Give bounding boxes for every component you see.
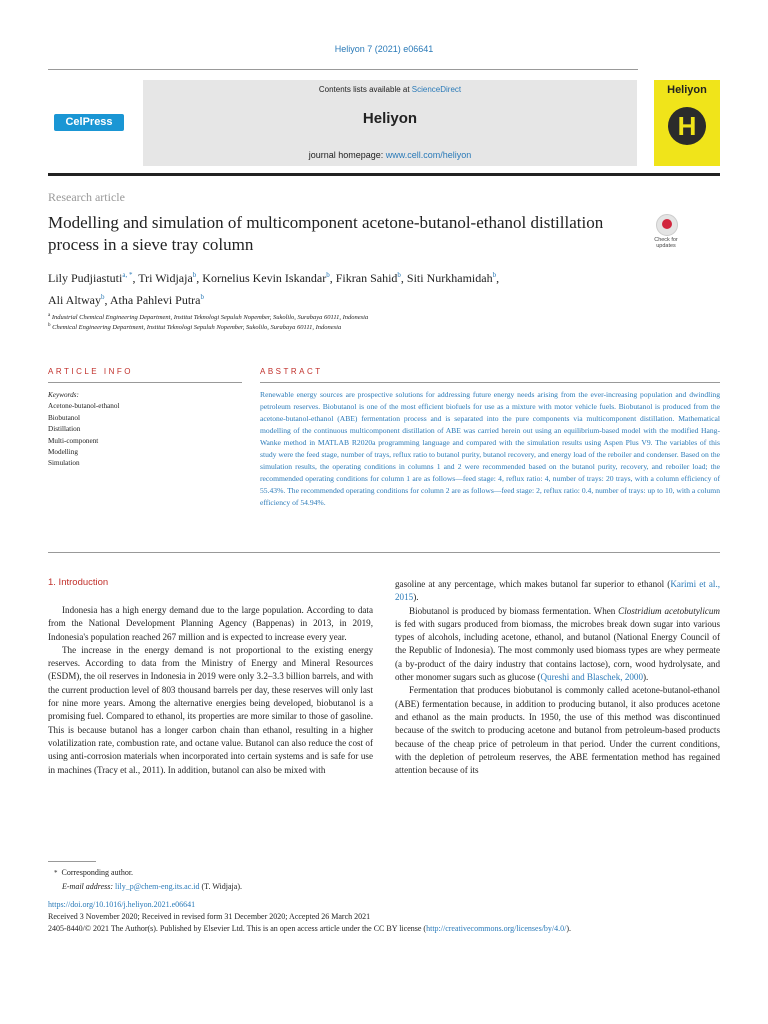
author-name: Siti Nurkhamidah	[406, 271, 493, 285]
received-dates: Received 3 November 2020; Received in revised form 31 December 2020; Accepted 26 March 2021	[48, 912, 371, 921]
author-name: Atha Pahlevi Putra	[109, 293, 201, 307]
license-link[interactable]: http://creativecommons.org/licenses/by/4.0/	[426, 924, 567, 933]
keyword: Biobutanol	[48, 413, 80, 422]
doi-link[interactable]: https://doi.org/10.1016/j.heliyon.2021.e06641	[48, 900, 196, 909]
body-column-left	[48, 604, 373, 777]
keywords-label: Keywords:	[48, 391, 79, 399]
cellpress-logo-icon: CelPress	[54, 114, 124, 131]
journal-cover[interactable]	[654, 80, 720, 166]
journal-header-box	[143, 80, 637, 166]
footnote: * Corresponding author. E-mail address: lily_p@chem-eng.its.ac.id (T. Widjaja).	[54, 868, 242, 891]
author-name: Tri Widjaja	[138, 271, 193, 285]
contents-available: Contents lists available at ScienceDirect	[318, 85, 462, 94]
author-affil-link[interactable]: b	[397, 271, 401, 279]
paragraph: The increase in the energy demand is not proportional to the existing energy reserves. According to data from the Ministry of Energy and Mineral Resources (ESDM), the oil reserves in Indonesia in 2019 were only 3.2–3.3 billion barrels, and with the current production level of 803 thousand barrels per day, these reserves will only last for nine more years. Among the alternative energies being developed, biobutanol is a promising fuel. Compared to ethanol, its properties are more similar to those of gasoline. This is because butanol has a longer carbon chain than ethanol, resulting in a higher volatilization rate, combustion rate, and octane value. Butanol can also reduce the cost of using anti-corrosion materials when incorporated into certain systems and is safe for use in machines (Tracy et al., 2011). In addition, butanol can also be mixed with	[48, 644, 373, 775]
paragraph: Fermentation that produces biobutanol is commonly called acetone-butanol-ethanol (ABE) fermentation because, in addition to producing butanol, it also produces acetone and ethanol as the main products. In 1950, the use of this method was discontinued because of the switch to producing acetone and butanol from petroleum-based products because of the cheap price of petroleum in that period. Under the current conditions, with the depletion of petroleum reserves, the ABE fermentation method has regained attention because of its	[395, 685, 720, 776]
body-column-right	[395, 578, 720, 777]
article-title: Modelling and simulation of multicomponent acetone-butanol-ethanol distillation process in a sieve tray column	[48, 213, 604, 254]
article-footer	[48, 899, 728, 935]
publisher-logo[interactable]	[48, 80, 138, 166]
header-rule	[48, 173, 720, 176]
paragraph: Indonesia has a high energy demand due to the large population. According to data from the National Development Planning Agency (Bappenas) in 2013, in 2019, Indonesia's population reached 267 million and is expected to increase every year.	[48, 605, 373, 642]
footnote-divider	[48, 861, 96, 862]
keyword: Distillation	[48, 425, 81, 434]
divider	[48, 552, 720, 553]
author-list: Lily Pudjiastuti$^{a, *}$, Tri Widjaja$^b$, Kornelius Kevin Iskandar$^b$, Fikran Sahid$^b$, Siti Nurkhamidah$^b$, Ali Altway$^b$, Atha Pahlevi Putra$^b$	[48, 271, 500, 307]
affiliation: $^b$ Chemical Engineering Department, Institut Teknologi Sepuluh Nopember, Sukolilo, Surabaya 60111, Indonesia	[48, 323, 342, 332]
author-affil-link[interactable]: b	[200, 293, 204, 301]
author-affil-link[interactable]: b	[326, 271, 330, 279]
author-affil-link[interactable]: b	[101, 293, 105, 301]
author-name: Fikran Sahid	[335, 271, 398, 285]
abstract-heading: ABSTRACT	[260, 367, 323, 376]
citation-link[interactable]: Qureshi and Blaschek, 2000	[540, 672, 644, 683]
journal-citation[interactable]: Heliyon 7 (2021) e06641	[334, 44, 434, 54]
keyword: Multi-component	[48, 436, 99, 445]
author-name: Ali Altway	[48, 293, 101, 307]
author-name: Lily Pudjiastuti	[48, 271, 123, 285]
paragraph: gasoline at any percentage, which makes butanol far superior to ethanol (Karimi et al., 2015).	[395, 579, 720, 603]
cover-title: Heliyon	[667, 84, 707, 96]
keyword: Acetone-butanol-ethanol	[48, 402, 120, 411]
divider	[48, 382, 242, 383]
journal-name: Heliyon	[362, 110, 418, 127]
author-affil-link[interactable]: a, *	[122, 271, 133, 279]
article-type: Research article	[48, 190, 125, 204]
header-divider	[48, 69, 638, 70]
keywords-list	[48, 390, 238, 470]
journal-homepage: journal homepage: www.cell.com/heliyon	[308, 150, 472, 160]
crossmark-label: Check for updates	[654, 237, 678, 249]
keyword: Simulation	[48, 459, 80, 468]
author-name: Kornelius Kevin Iskandar	[202, 271, 327, 285]
author-affil-link[interactable]: b	[192, 271, 197, 279]
crossmark-icon	[656, 214, 678, 236]
check-for-updates-button[interactable]	[648, 214, 684, 254]
homepage-link[interactable]: www.cell.com/heliyon	[385, 150, 472, 160]
article-info-heading: ARTICLE INFO	[48, 367, 133, 376]
citation-link[interactable]: Karimi et al., 2015	[395, 579, 720, 603]
keyword: Modelling	[48, 448, 78, 457]
email-link[interactable]: lily_p@chem-eng.its.ac.id	[115, 882, 200, 891]
paragraph: Biobutanol is produced by biomass fermentation. When Clostridium acetobutylicum is fed with sugars produced from biomass, the microbes break down sugar into various types of alcohols, including acetone, ethanol, and butanol (National Energy Council of the Republic of Indonesia). The most commonly used biomass types are whey permeate (a by-product of the dairy industry that contains lactose), corn, wood hydrolysate, and other monomer sugars such as glucose (Qureshi and Blaschek, 2000).	[395, 605, 720, 683]
introduction-heading: 1. Introduction	[48, 577, 109, 588]
license-line: 2405-8440/© 2021 The Author(s). Published by Elsevier Ltd. This is an open access article under the CC BY license (http://creativecommons.org/licenses/by/4.0/).	[48, 924, 572, 933]
sciencedirect-link[interactable]: ScienceDirect	[411, 85, 462, 94]
divider	[260, 382, 720, 383]
abstract-text: Renewable energy sources are prospective solutions for addressing future energy needs arising from the ever-increasing population and dwindling petroleum reserves. Biobutanol is one of the most efficient biofuels for use as a mixture with motor vehicle fuels. Biobutanol is produced from the acetone-butanol-ethanol (ABE) fermentation process and is separated into the pure components via multicomponent distillation. Mathematical modelling of the continuous multicomponent distillation of ABE was carried herein out using an equilibrium-based model with the modified Hang-Wanke method in MATLAB R2020a programming language and compared with the simulation results using Aspen Plus V9. The variables of this study were the feed stage, number of trays, reflux ratio to butanol purity, butanol recovery, and energy load of the reboiler and condenser. Based on the simulation results, the operating conditions in columns 1 and 2 were recommended based on the butanol purity, recovery, and reboiler load; the recommended operating conditions for column 1 are as follows—feed stage: 4, reflux ratio: 4, number of trays: 20 trays, with a column efficiency of 55.43%. The recommended operating conditions for column 2 are as follows—feed stage: 2, reflux ratio: 0.4, number of trays: up to 10, with a column efficiency of 54.94%.	[260, 390, 720, 507]
author-affil-link[interactable]: b	[492, 271, 497, 279]
affiliation: $^a$ Industrial Chemical Engineering Department, Institut Teknologi Sepuluh Nopember, Sukolilo, Surabaya 60111, Indonesia	[48, 313, 369, 322]
cover-h-icon: H	[668, 107, 706, 145]
